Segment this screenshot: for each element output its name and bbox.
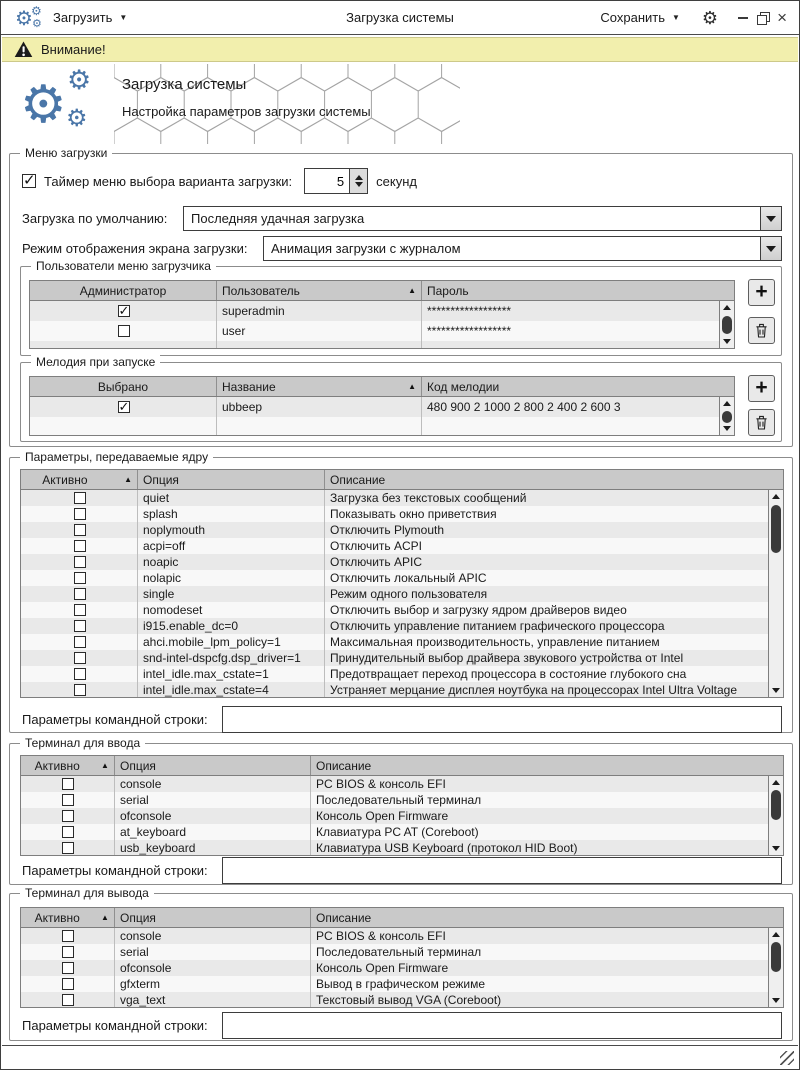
- cell-description: PC BIOS & консоль EFI: [316, 929, 446, 943]
- cell-description: Вывод в графическом режиме: [316, 977, 486, 991]
- group-boot-menu: [9, 146, 793, 447]
- save-menu-label: Сохранить: [600, 10, 665, 25]
- scroll-up-icon[interactable]: [720, 301, 734, 314]
- page-subtitle: Настройка параметров загрузки системы: [122, 104, 371, 119]
- row-checkbox[interactable]: [74, 620, 86, 632]
- scroll-down-icon[interactable]: [720, 422, 734, 435]
- scroll-up-icon[interactable]: [720, 397, 734, 410]
- add-melody-button[interactable]: [748, 375, 775, 402]
- row-checkbox[interactable]: [74, 524, 86, 536]
- table-row[interactable]: [21, 840, 768, 855]
- cell-option: at_keyboard: [120, 825, 187, 839]
- table-row[interactable]: [21, 490, 768, 506]
- title-bar: [1, 1, 799, 35]
- table-row[interactable]: [30, 301, 719, 321]
- cell-description: Загрузка без текстовых сообщений: [330, 491, 527, 505]
- cell-option: snd-intel-dspcfg.dsp_driver=1: [143, 651, 301, 665]
- kernel-cmdline-label: Параметры командной строки:: [22, 712, 208, 727]
- users-table-body: [30, 301, 719, 348]
- cell-description: Консоль Open Firmware: [316, 961, 449, 975]
- row-checkbox[interactable]: [74, 684, 86, 696]
- table-row[interactable]: [21, 586, 768, 602]
- termin-col-description[interactable]: Описание: [316, 758, 372, 773]
- row-checkbox[interactable]: [74, 492, 86, 504]
- table-row[interactable]: [21, 522, 768, 538]
- display-mode-combobox[interactable]: [263, 236, 782, 261]
- maximize-button[interactable]: [757, 12, 768, 23]
- row-checkbox[interactable]: [62, 778, 74, 790]
- cell-description: Максимальная производительность, управление питанием: [330, 635, 660, 649]
- timer-value-input[interactable]: [305, 169, 349, 193]
- row-checkbox[interactable]: [62, 994, 74, 1006]
- row-checkbox[interactable]: [62, 962, 74, 974]
- window-title: Загрузка системы: [346, 10, 454, 25]
- kernel-params-table: [20, 469, 784, 698]
- vertical-scrollbar[interactable]: [719, 397, 734, 435]
- terminal-input-table: [20, 755, 784, 856]
- termin-col-option[interactable]: Опция: [115, 756, 311, 775]
- melody-col-selected[interactable]: Выбрано: [30, 377, 217, 396]
- table-row[interactable]: [21, 618, 768, 634]
- load-menu-button[interactable]: [45, 6, 135, 29]
- cell-description: Текстовый вывод VGA (Coreboot): [316, 993, 502, 1007]
- sort-asc-icon: ▲: [124, 475, 132, 484]
- cell-description: Консоль Open Firmware: [316, 809, 449, 823]
- cell-description: Клавиатура USB Keyboard (протокол HID Boot): [316, 841, 578, 855]
- group-terminal-input: [9, 736, 793, 885]
- dropdown-arrow-icon[interactable]: [760, 237, 781, 260]
- cell-description: Режим одного пользователя: [330, 587, 488, 601]
- row-checkbox[interactable]: [74, 636, 86, 648]
- table-row[interactable]: [21, 570, 768, 586]
- cell-password: ******************: [427, 324, 512, 338]
- cell-option: nomodeset: [143, 603, 203, 617]
- cell-option: vga_text: [120, 993, 166, 1007]
- plus-icon: +: [755, 280, 768, 303]
- group-terminal-output-legend: Терминал для вывода: [20, 886, 154, 900]
- table-row[interactable]: [21, 808, 768, 824]
- cell-option: single: [143, 587, 175, 601]
- page-header: [2, 63, 798, 147]
- row-checkbox[interactable]: [62, 794, 74, 806]
- add-user-button[interactable]: [748, 279, 775, 306]
- warning-icon: [14, 41, 33, 58]
- row-checkbox[interactable]: [74, 604, 86, 616]
- termout-cmdline-label: Параметры командной строки:: [22, 1018, 208, 1033]
- group-startup-melody-legend: Мелодия при запуске: [31, 355, 160, 369]
- cell-description: Отключить ACPI: [330, 539, 422, 553]
- row-checkbox[interactable]: [74, 668, 86, 680]
- row-checkbox[interactable]: [62, 946, 74, 958]
- cell-option: console: [120, 777, 162, 791]
- vertical-scrollbar[interactable]: [768, 776, 783, 855]
- cell-description: Показывать окно приветствия: [330, 507, 497, 521]
- group-startup-melody: [20, 355, 782, 442]
- users-col-password[interactable]: Пароль: [427, 283, 469, 298]
- cell-option: ofconsole: [120, 961, 172, 975]
- display-mode-label: Режим отображения экрана загрузки:: [22, 241, 248, 256]
- scroll-down-icon[interactable]: [769, 994, 783, 1007]
- row-checkbox[interactable]: [62, 978, 74, 990]
- scroll-up-icon[interactable]: [769, 490, 783, 503]
- termout-col-option[interactable]: Опция: [115, 908, 311, 927]
- table-row[interactable]: [21, 776, 768, 792]
- dropdown-arrow-icon[interactable]: [760, 207, 781, 230]
- table-row[interactable]: [21, 634, 768, 650]
- plus-icon: +: [755, 376, 768, 399]
- delete-user-button[interactable]: [748, 317, 775, 344]
- cell-description: PC BIOS & консоль EFI: [316, 777, 446, 791]
- termout-cmdline-input[interactable]: [222, 1012, 782, 1039]
- timer-label: Таймер меню выбора варианта загрузки:: [44, 173, 293, 189]
- users-col-user[interactable]: Пользователь ▲: [217, 281, 422, 300]
- termin-cmdline-input[interactable]: [222, 857, 782, 884]
- kernel-col-description[interactable]: Описание: [330, 472, 386, 487]
- default-boot-label: Загрузка по умолчанию:: [22, 211, 168, 226]
- group-boot-menu-legend: Меню загрузки: [20, 146, 112, 160]
- table-row[interactable]: [30, 321, 719, 341]
- cell-description: Отключить управление питанием графического процессора: [330, 619, 665, 633]
- cell-option: gfxterm: [120, 977, 161, 991]
- table-row[interactable]: [21, 506, 768, 522]
- cell-description: Отключить выбор и загрузку ядром драйверов видео: [330, 603, 627, 617]
- row-checkbox[interactable]: [62, 826, 74, 838]
- group-boot-users-legend: Пользователи меню загрузчика: [31, 259, 216, 273]
- cell-option: ofconsole: [120, 809, 172, 823]
- table-row[interactable]: [21, 538, 768, 554]
- table-row[interactable]: [21, 928, 768, 944]
- termout-col-description[interactable]: Описание: [316, 910, 372, 925]
- timer-unit-label: секунд: [376, 173, 417, 189]
- melody-col-code[interactable]: Код мелодии: [427, 379, 500, 394]
- cell-option: nolapic: [143, 571, 182, 585]
- settings-gear-icon[interactable]: ⚙: [701, 7, 719, 28]
- cell-description: Предотвращает переход процессора в состояние глубокого сна: [330, 667, 687, 681]
- row-checkbox[interactable]: [74, 508, 86, 520]
- table-row[interactable]: [21, 682, 768, 697]
- cell-user: user: [222, 324, 246, 338]
- scroll-up-icon[interactable]: [769, 776, 783, 789]
- table-row[interactable]: [21, 650, 768, 666]
- page-title: Загрузка системы: [122, 76, 247, 93]
- cell-description: Принудительный выбор драйвера звукового устройства от Intel: [330, 651, 684, 665]
- melody-table-body: [30, 397, 719, 435]
- default-boot-value: Последняя удачная загрузка: [191, 211, 365, 226]
- cell-option: quiet: [143, 491, 170, 505]
- cell-option: intel_idle.max_cstate=1: [143, 667, 269, 681]
- row-checkbox[interactable]: [74, 588, 86, 600]
- row-checkbox[interactable]: [74, 556, 86, 568]
- table-row[interactable]: [30, 397, 719, 417]
- scroll-thumb[interactable]: [771, 942, 781, 972]
- row-checkbox[interactable]: [62, 842, 74, 854]
- row-checkbox[interactable]: [74, 652, 86, 664]
- cell-option: acpi=off: [143, 539, 186, 553]
- vertical-scrollbar[interactable]: [719, 301, 734, 348]
- sort-asc-icon: ▲: [101, 761, 109, 770]
- row-checkbox[interactable]: [118, 325, 130, 337]
- cell-option: splash: [143, 507, 178, 521]
- vertical-scrollbar[interactable]: [768, 928, 783, 1007]
- terminal-output-table-body: [21, 928, 768, 1007]
- cell-password: ******************: [427, 304, 512, 318]
- delete-melody-button[interactable]: [748, 409, 775, 436]
- kernel-col-active[interactable]: Активно ▲: [21, 470, 138, 489]
- row-checkbox[interactable]: [118, 401, 130, 413]
- chevron-down-icon: ▼: [672, 13, 680, 22]
- cell-name: ubbeep: [222, 400, 263, 414]
- cell-option: console: [120, 929, 162, 943]
- row-checkbox[interactable]: [74, 572, 86, 584]
- cell-description: Последовательный терминал: [316, 945, 482, 959]
- cell-option: ahci.mobile_lpm_policy=1: [143, 635, 281, 649]
- cell-option: serial: [120, 793, 149, 807]
- minimize-button[interactable]: [738, 13, 748, 23]
- table-row[interactable]: [21, 960, 768, 976]
- scroll-thumb[interactable]: [771, 790, 781, 820]
- users-table: [29, 280, 735, 349]
- table-row[interactable]: [21, 976, 768, 992]
- cell-option: noplymouth: [143, 523, 206, 537]
- table-row[interactable]: [21, 554, 768, 570]
- cell-description: Отключить APIC: [330, 555, 422, 569]
- spinner-arrows[interactable]: [349, 169, 367, 193]
- row-checkbox[interactable]: [74, 540, 86, 552]
- default-boot-combobox[interactable]: [183, 206, 782, 231]
- group-terminal-input-legend: Терминал для ввода: [20, 736, 145, 750]
- scroll-up-icon[interactable]: [769, 928, 783, 941]
- kernel-params-table-body: [21, 490, 768, 697]
- timer-checkbox[interactable]: [22, 174, 36, 188]
- scroll-thumb[interactable]: [722, 316, 732, 334]
- table-row[interactable]: [21, 992, 768, 1007]
- cell-option: usb_keyboard: [120, 841, 196, 855]
- sort-asc-icon: ▲: [408, 382, 416, 391]
- table-row[interactable]: [21, 824, 768, 840]
- row-checkbox[interactable]: [62, 930, 74, 942]
- cell-option: serial: [120, 945, 149, 959]
- melody-table: [29, 376, 735, 436]
- cell-code: 480 900 2 1000 2 800 2 400 2 600 3: [427, 400, 621, 414]
- resize-grip[interactable]: [780, 1051, 794, 1065]
- cell-description: Клавиатура PC AT (Coreboot): [316, 825, 479, 839]
- termin-col-active[interactable]: Активно ▲: [21, 756, 115, 775]
- group-kernel-params-legend: Параметры, передаваемые ядру: [20, 450, 213, 464]
- table-row[interactable]: [21, 602, 768, 618]
- row-checkbox[interactable]: [62, 810, 74, 822]
- cell-description: Устраняет мерцание дисплея ноутбука на процессорах Intel Ultra Voltage: [330, 683, 737, 697]
- warning-text: Внимание!: [41, 42, 106, 57]
- save-menu-button[interactable]: [592, 6, 688, 29]
- table-row[interactable]: [21, 666, 768, 682]
- warning-bar: [2, 37, 798, 62]
- status-bar: [2, 1045, 798, 1068]
- table-row[interactable]: [21, 792, 768, 808]
- app-gears-icon: ⚙ ⚙ ⚙: [15, 3, 42, 30]
- row-checkbox[interactable]: [118, 305, 130, 317]
- kernel-col-option[interactable]: Опция: [138, 470, 325, 489]
- display-mode-value: Анимация загрузки с журналом: [271, 241, 461, 256]
- sort-asc-icon: ▲: [101, 913, 109, 922]
- group-terminal-output: [9, 886, 793, 1041]
- trash-icon: [755, 415, 768, 430]
- terminal-output-table: [20, 907, 784, 1008]
- cell-description: Отключить локальный APIC: [330, 571, 487, 585]
- group-kernel-params: [9, 450, 793, 733]
- scroll-down-icon[interactable]: [769, 842, 783, 855]
- cell-description: Последовательный терминал: [316, 793, 482, 807]
- scroll-down-icon[interactable]: [720, 335, 734, 348]
- melody-col-name[interactable]: Название ▲: [217, 377, 422, 396]
- trash-icon: [755, 323, 768, 338]
- chevron-down-icon: ▼: [119, 13, 128, 22]
- kernel-cmdline-input[interactable]: [222, 706, 782, 733]
- cell-option: i915.enable_dc=0: [143, 619, 239, 633]
- cell-user: superadmin: [222, 304, 285, 318]
- timer-spinner: [304, 168, 368, 194]
- termin-cmdline-label: Параметры командной строки:: [22, 863, 208, 878]
- termout-col-active[interactable]: Активно ▲: [21, 908, 115, 927]
- terminal-input-table-body: [21, 776, 768, 855]
- users-col-admin[interactable]: Администратор: [30, 281, 217, 300]
- cell-description: Отключить Plymouth: [330, 523, 445, 537]
- cell-option: intel_idle.max_cstate=4: [143, 683, 269, 697]
- close-button[interactable]: ×: [777, 8, 787, 27]
- gears-logo-icon: ⚙ ⚙ ⚙: [20, 65, 92, 134]
- scroll-thumb[interactable]: [771, 505, 781, 553]
- cell-option: noapic: [143, 555, 179, 569]
- group-boot-users: [20, 259, 782, 356]
- sort-asc-icon: ▲: [408, 286, 416, 295]
- vertical-scrollbar[interactable]: [768, 490, 783, 697]
- scroll-down-icon[interactable]: [769, 684, 783, 697]
- load-menu-label: Загрузить: [53, 10, 113, 25]
- table-row[interactable]: [21, 944, 768, 960]
